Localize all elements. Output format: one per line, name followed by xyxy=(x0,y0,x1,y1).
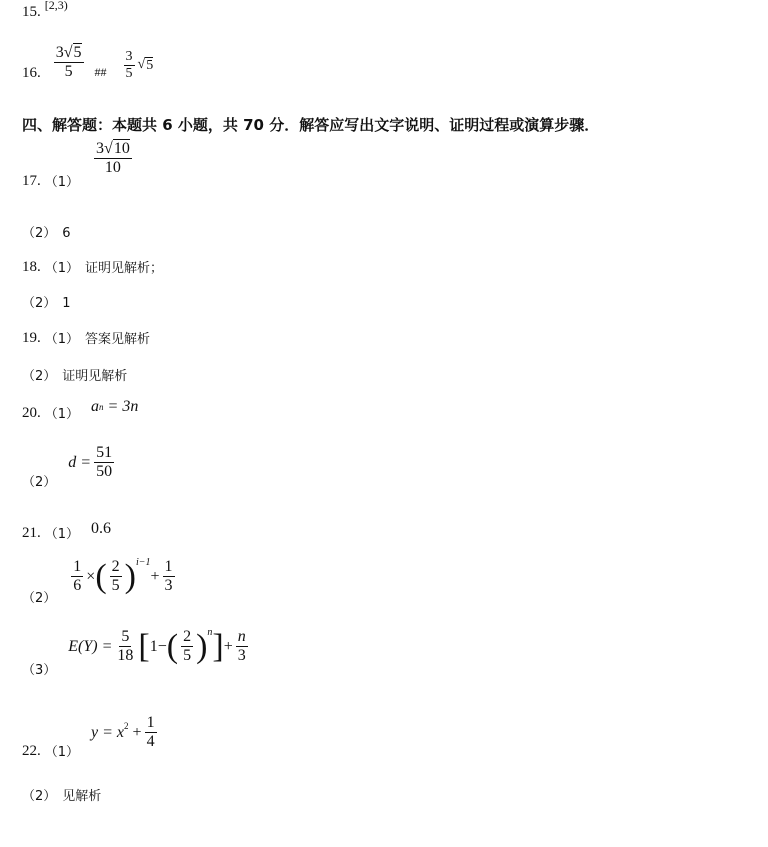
answer-18-part-1 xyxy=(22,257,163,276)
math-expression: $\frac{1}{6}$ × ( $\frac{2}{5}$ ) i−1 + $\frac{1}{3}$ xyxy=(73,557,173,595)
radicand: 10 xyxy=(113,140,130,157)
math-expression xyxy=(68,444,117,482)
answer-21-part-1 xyxy=(22,520,112,542)
expression: E(Y) = xyxy=(68,637,113,655)
operator: + xyxy=(223,637,233,655)
answer-19-part-1 xyxy=(22,328,150,347)
answer-17-part-1 xyxy=(22,140,135,190)
question-number: 21. xyxy=(22,525,41,541)
answer-17-part-2 xyxy=(22,222,71,241)
numerator: n xyxy=(236,628,248,647)
section-heading: 四、解答题：本题共 6 小题，共 70 分．解答应写出文字说明、证明过程或演算步骤． xyxy=(22,116,600,134)
part-label: （2） xyxy=(22,474,57,490)
denominator: 5 xyxy=(125,65,133,81)
expression: y = x xyxy=(91,723,125,741)
answer-text: 6 xyxy=(62,226,71,241)
question-number: 18. xyxy=(22,259,41,275)
radicand: 5 xyxy=(73,44,82,61)
numerator: 3 xyxy=(124,49,135,66)
answer-22-part-2 xyxy=(22,785,101,804)
denominator: 50 xyxy=(96,463,113,481)
numerator: 3 xyxy=(55,44,64,61)
answer-20-part-2 xyxy=(22,444,117,490)
answer-21-part-3 xyxy=(22,627,251,678)
subscript: n xyxy=(99,402,104,412)
math-expression xyxy=(91,714,160,752)
variable: d = xyxy=(68,453,92,471)
part-label: （3） xyxy=(22,662,57,678)
variable: a xyxy=(91,398,100,415)
exponent: n xyxy=(207,627,213,639)
separator: ## xyxy=(94,64,107,79)
denominator: 3 xyxy=(164,577,173,595)
question-number: 22. xyxy=(22,742,41,759)
answer-value: 0.6 xyxy=(91,520,112,537)
answer-18-part-2 xyxy=(22,292,71,311)
answer-16 xyxy=(22,44,153,82)
radicand: 5 xyxy=(146,57,154,73)
math-fraction: $\frac{3√10}{10}$ xyxy=(96,140,130,177)
numerator: 5 xyxy=(119,628,131,647)
part-label: （1） xyxy=(44,332,80,347)
part-label: （2） xyxy=(22,226,57,241)
part-label: （1） xyxy=(44,407,80,422)
answer-22-part-1 xyxy=(22,714,160,760)
expression: = 3n xyxy=(107,398,139,415)
exponent: 2 xyxy=(124,720,129,731)
math-fraction: $\frac{3}{5}$ √ 5 xyxy=(125,48,154,81)
numerator: 1 xyxy=(71,558,83,577)
numerator: 51 xyxy=(94,444,114,463)
part-label: （2） xyxy=(22,369,57,384)
operator: × xyxy=(86,567,96,585)
answer-text: 1 xyxy=(62,296,71,311)
numerator: 1 xyxy=(145,714,157,733)
part-label: （1） xyxy=(44,174,80,190)
part-label: （1） xyxy=(44,744,80,760)
math-expression xyxy=(91,398,138,416)
question-number: 16. xyxy=(22,64,41,81)
exponent: i−1 xyxy=(135,557,151,569)
answer-text: [2,3) xyxy=(44,0,68,12)
answer-text: 证明见解析 xyxy=(62,369,128,384)
part-label: （2） xyxy=(22,590,57,606)
question-number: 19. xyxy=(22,330,41,346)
answer-21-part-2 xyxy=(22,557,178,606)
answer-text: 答案见解析 xyxy=(85,332,151,347)
operator: + xyxy=(150,567,160,585)
part-label: （2） xyxy=(22,789,57,804)
denominator: 3 xyxy=(237,647,246,665)
denominator: 18 xyxy=(117,647,134,665)
answer-15 xyxy=(22,0,68,21)
part-label: （1） xyxy=(44,261,80,276)
denominator: 10 xyxy=(104,159,121,177)
question-number: 17. xyxy=(22,172,41,189)
math-expression: E(Y) = $\frac{5}{18}$ [ 1− ( $\frac{2}{5}$ ) n ] + $\frac{n}{3}$ xyxy=(68,627,246,665)
numerator: 3 xyxy=(96,140,105,157)
numerator: 2 xyxy=(110,558,122,577)
question-number: 15. xyxy=(22,4,41,20)
part-label: （1） xyxy=(44,527,80,542)
question-number: 20. xyxy=(22,405,41,421)
denominator: 4 xyxy=(146,733,155,751)
answer-text: 证明见解析； xyxy=(85,261,164,276)
answer-19-part-2 xyxy=(22,365,127,384)
numerator: 1 xyxy=(163,558,175,577)
answer-text: 见解析 xyxy=(62,789,102,804)
denominator: 5 xyxy=(183,647,192,665)
operator: + xyxy=(132,723,142,741)
denominator: 5 xyxy=(64,63,73,81)
denominator: 5 xyxy=(111,577,120,595)
part-label: （2） xyxy=(22,296,57,311)
denominator: 6 xyxy=(73,577,82,595)
expression: 1− xyxy=(149,637,167,655)
numerator: 2 xyxy=(181,628,193,647)
answer-20-part-1 xyxy=(22,398,139,422)
math-fraction: $\frac{3√5}{5}$ xyxy=(55,44,82,81)
